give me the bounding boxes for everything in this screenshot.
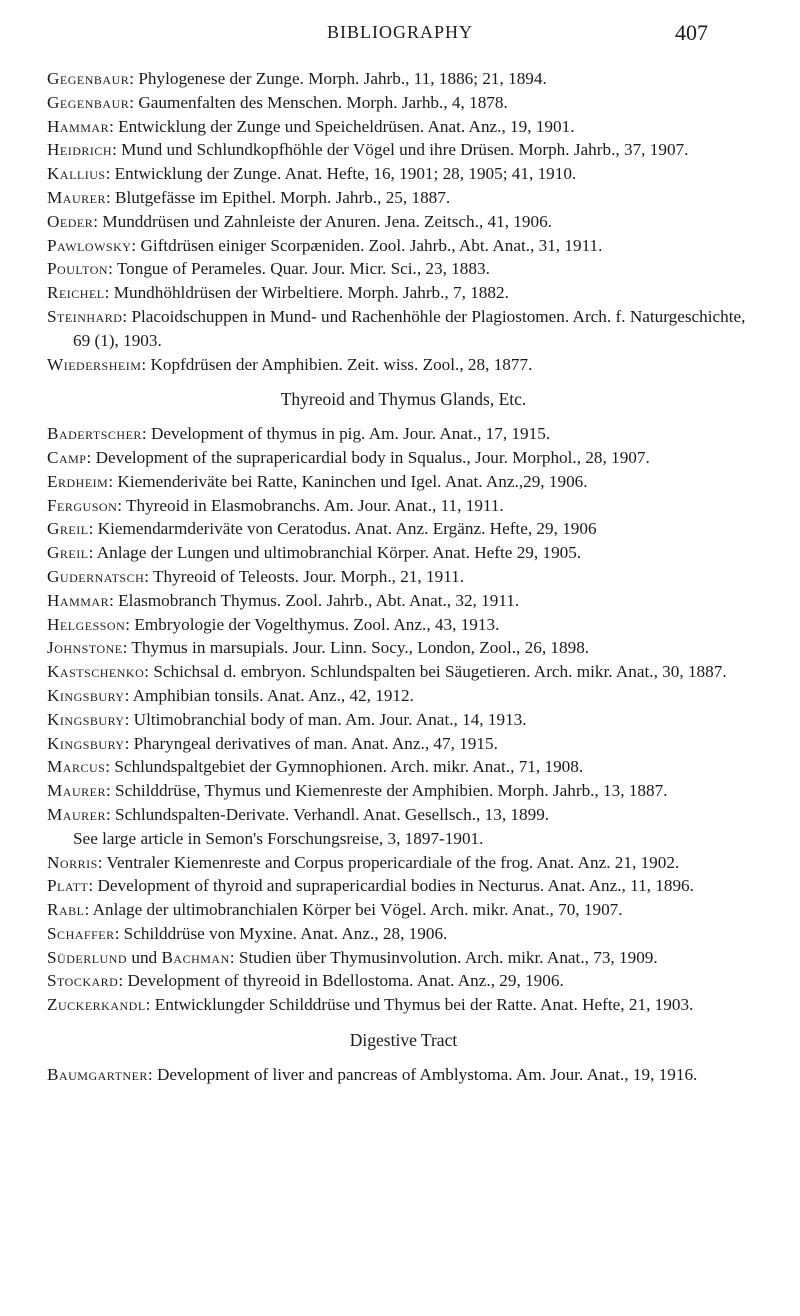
bib-entry: Greil: Anlage der Lungen und ultimobranchial Körper. Anat. Hefte 29, 1905.	[47, 543, 582, 563]
entry-author: Hammar	[47, 116, 110, 136]
entry-author: Süderlund	[47, 947, 128, 967]
entry-text: Mund und Schlundkopfhöhle der Vögel und ihre Drüsen. Morph. Jahrb., 37, 1907.	[121, 140, 689, 160]
entry-text: Development of thyreoid in Bdellostoma. Anat. Anz., 29, 1906.	[127, 971, 564, 991]
entry-text: Tongue of Perameles. Quar. Jour. Micr. Sci., 23, 1883.	[116, 259, 490, 279]
bib-entry: Norris: Ventraler Kiemenreste and Corpus propericardiale of the frog. Anat. Anz. 21, 1902.	[47, 852, 680, 872]
entry-text: Ventraler Kiemenreste and Corpus propericardiale of the frog. Anat. Anz. 21, 1902.	[106, 852, 680, 872]
entry-text: Amphibian tonsils. Anat. Anz., 42, 1912.	[132, 685, 414, 705]
entry-text: Schichsal d. embryon. Schlundspalten bei Säugetieren. Arch. mikr. Anat., 30, 1887.	[153, 662, 727, 682]
entry-author: Camp	[47, 447, 87, 467]
entry-text: Elasmobranch Thymus. Zool. Jahrb., Abt. Anat., 32, 1911.	[118, 590, 520, 610]
entry-author: Oeder	[47, 211, 94, 231]
bib-entry: Hammar: Elasmobranch Thymus. Zool. Jahrb., Abt. Anat., 32, 1911.	[47, 590, 520, 610]
entry-text: Thyreoid in Elasmobranchs. Am. Jour. Anat., 11, 1911.	[126, 495, 504, 515]
entry-text: Schilddrüse von Myxine. Anat. Anz., 28, 1906.	[123, 923, 448, 943]
entry-author: Schaffer	[47, 923, 115, 943]
section-heading-digestive: Digestive Tract	[349, 1030, 458, 1051]
bib-entry: Oeder: Munddrüsen und Zahnleiste der Anuren. Jena. Zeitsch., 41, 1906.	[47, 211, 552, 231]
entry-text: Kiemenderiväte bei Ratte, Kaninchen und Igel. Anat. Anz.,29, 1906.	[117, 471, 588, 491]
entry-author: Helgesson	[47, 614, 126, 634]
entry-author: Greil	[47, 519, 89, 539]
bib-entry: Kastschenko: Schichsal d. embryon. Schlundspalten bei Säugetieren. Arch. mikr. Anat., 30, 1887.	[47, 662, 727, 682]
entry-text: Thymus in marsupials. Jour. Linn. Socy., London, Zool., 26, 1898.	[131, 638, 590, 658]
entry-text: Development of thymus in pig. Am. Jour. Anat., 17, 1915.	[151, 424, 551, 444]
entry-author: Stockard	[47, 971, 119, 991]
entry-author: Bachman	[161, 947, 230, 967]
digestive-tract-list	[47, 1063, 760, 1087]
entry-author: Heidrich	[47, 140, 113, 160]
entry-text: Entwicklungder Schilddrüse und Thymus bei der Ratte. Anat. Hefte, 21, 1903.	[154, 995, 694, 1015]
entry-text: Phylogenese der Zunge. Morph. Jahrb., 11, 1886; 21, 1894.	[138, 69, 547, 88]
entry-text: Development of liver and pancreas of Amblystoma. Am. Jour. Anat., 19, 1916.	[157, 1064, 698, 1084]
bib-entry: Rabl: Anlage der ultimobranchialen Körper bei Vögel. Arch. mikr. Anat., 70, 1907.	[47, 900, 623, 920]
tongue-glands-list	[47, 67, 760, 376]
bibliography-content	[47, 67, 760, 1087]
bib-entry: Schaffer: Schilddrüse von Myxine. Anat. Anz., 28, 1906.	[47, 923, 448, 943]
bib-entry: Kingsbury: Pharyngeal derivatives of man. Anat. Anz., 47, 1915.	[47, 733, 498, 753]
entry-text: Gaumenfalten des Menschen. Morph. Jarhb., 4, 1878.	[138, 92, 508, 112]
entry-text: Anlage der Lungen und ultimobranchial Körper. Anat. Hefte 29, 1905.	[96, 543, 582, 563]
entry-author: Poulton	[47, 259, 109, 279]
entry-text: Anlage der ultimobranchialen Körper bei Vögel. Arch. mikr. Anat., 70, 1907.	[92, 900, 623, 920]
bib-entry: Gudernatsch: Thyreoid of Teleosts. Jour. Morph., 21, 1911.	[47, 566, 465, 586]
entry-author: Norris	[47, 852, 98, 872]
entry-text: Ultimobranchial body of man. Am. Jour. Anat., 14, 1913.	[133, 709, 527, 729]
entry-author: Marcus	[47, 757, 106, 777]
bib-entry: Gegenbaur: Gaumenfalten des Menschen. Morph. Jarhb., 4, 1878.	[47, 92, 508, 112]
page-number: 407	[675, 20, 708, 45]
entry-author: Kingsbury	[47, 709, 125, 729]
bib-entry: Camp: Development of the suprapericardial body in Squalus., Jour. Morphol., 28, 1907.	[47, 447, 650, 467]
bib-entry: Ferguson: Thyreoid in Elasmobranchs. Am. Jour. Anat., 11, 1911.	[47, 495, 504, 515]
bib-entry: Stockard: Development of thyreoid in Bdellostoma. Anat. Anz., 29, 1906.	[47, 971, 564, 991]
entry-author: Wiedersheim	[47, 354, 142, 374]
entry-author: Zuckerkandl	[47, 995, 146, 1015]
entry-author: Gegenbaur	[47, 92, 130, 112]
entry-author: Johnstone	[47, 638, 123, 658]
running-head: BIBLIOGRAPHY	[326, 22, 473, 42]
entry-text: Kopfdrüsen der Amphibien. Zeit. wiss. Zool., 28, 1877.	[150, 354, 533, 374]
entry-text: Entwicklung der Zunge. Anat. Hefte, 16, 1901; 28, 1905; 41, 1910.	[114, 164, 577, 184]
bib-entry: Reichel: Mundhöhldrüsen der Wirbeltiere. Morph. Jahrb., 7, 1882.	[47, 283, 509, 303]
bib-entry: Maurer: Blutgefässe im Epithel. Morph. Jahrb., 25, 1887.	[47, 187, 451, 207]
entry-text: Studien über Thymusinvolution. Arch. mikr. Anat., 73, 1909.	[238, 947, 658, 967]
entry-author: Gudernatsch	[47, 566, 145, 586]
entry-text: Placoidschuppen in Mund- und Rachenhöhle der Plagiostomen. Arch. f. Naturgeschichte, 69 (1), 1903.	[73, 306, 746, 350]
bib-entry: Gegenbaur: Phylogenese der Zunge. Morph. Jahrb., 11, 1886; 21, 1894.	[47, 69, 547, 88]
page-header	[0, 20, 800, 48]
entry-text: Development of thyroid and suprapericardial bodies in Necturus. Anat. Anz., 11, 1896.	[97, 876, 694, 896]
entry-author: Rabl	[47, 900, 85, 920]
entry-text: Thyreoid of Teleosts. Jour. Morph., 21, 1911.	[153, 566, 465, 586]
entry-author: Maurer	[47, 187, 106, 207]
entry-text: Entwicklung der Zunge und Speicheldrüsen. Anat. Anz., 19, 1901.	[118, 116, 575, 136]
bib-entry: Marcus: Schlundspaltgebiet der Gymnophionen. Arch. mikr. Anat., 71, 1908.	[47, 757, 584, 777]
entry-author: Kingsbury	[47, 685, 125, 705]
entry-text: Kiemendarmderiväte von Ceratodus. Anat. Anz. Ergänz. Hefte, 29, 1906	[97, 519, 597, 539]
bib-entry: Kingsbury: Amphibian tonsils. Anat. Anz., 42, 1912.	[47, 685, 414, 705]
entry-text: Schlundspalten-Derivate. Verhandl. Anat. Gesellsch., 13, 1899.	[115, 804, 550, 824]
entry-text: Development of the suprapericardial body in Squalus., Jour. Morphol., 28, 1907.	[95, 447, 650, 467]
entry-author: Erdheim	[47, 471, 109, 491]
entry-text: Munddrüsen und Zahnleiste der Anuren. Jena. Zeitsch., 41, 1906.	[102, 211, 552, 231]
thyreoid-thymus-list	[47, 422, 760, 1017]
bib-entry: Süderlund und Bachman: Studien über Thymusinvolution. Arch. mikr. Anat., 73, 1909.	[47, 947, 658, 967]
entry-author: Platt	[47, 876, 89, 896]
bib-entry: Greil: Kiemendarmderiväte von Ceratodus. Anat. Anz. Ergänz. Hefte, 29, 1906	[47, 519, 597, 539]
entry-author: Ferguson	[47, 495, 118, 515]
bib-entry: Maurer: Schilddrüse, Thymus und Kiemenreste der Amphibien. Morph. Jahrb., 13, 1887.	[47, 781, 668, 801]
entry-author: Kingsbury	[47, 733, 125, 753]
entry-author: Baumgartner	[47, 1064, 148, 1084]
bib-entry: Maurer: Schlundspalten-Derivate. Verhandl. Anat. Gesellsch., 13, 1899.	[47, 804, 550, 824]
entry-text: Embryologie der Vogelthymus. Zool. Anz., 43, 1913.	[134, 614, 500, 634]
entry-author: Pawlowsky	[47, 235, 132, 255]
bib-note: See large article in Semon's Forschungsreise, 3, 1897-1901.	[73, 828, 484, 848]
bib-entry: Johnstone: Thymus in marsupials. Jour. Linn. Socy., London, Zool., 26, 1898.	[47, 638, 590, 658]
bib-entry: Heidrich: Mund und Schlundkopfhöhle der Vögel und ihre Drüsen. Morph. Jahrb., 37, 1907.	[47, 140, 689, 160]
bib-entry: Wiedersheim: Kopfdrüsen der Amphibien. Zeit. wiss. Zool., 28, 1877.	[47, 354, 533, 374]
entry-author: Gegenbaur	[47, 69, 130, 88]
entry-text: Schlundspaltgebiet der Gymnophionen. Arch. mikr. Anat., 71, 1908.	[114, 757, 584, 777]
bib-entry: Helgesson: Embryologie der Vogelthymus. Zool. Anz., 43, 1913.	[47, 614, 500, 634]
entry-author: Kastschenko	[47, 662, 145, 682]
bib-entry: Zuckerkandl: Entwicklungder Schilddrüse und Thymus bei der Ratte. Anat. Hefte, 21, 1903.	[47, 995, 694, 1015]
section-heading-thyreoid: Thyreoid and Thymus Glands, Etc.	[280, 389, 527, 410]
entry-text: Giftdrüsen einiger Scorpæniden. Zool. Jahrb., Abt. Anat., 31, 1911.	[140, 235, 603, 255]
bib-entry: Kingsbury: Ultimobranchial body of man. Am. Jour. Anat., 14, 1913.	[47, 709, 527, 729]
bib-entry: Kallius: Entwicklung der Zunge. Anat. Hefte, 16, 1901; 28, 1905; 41, 1910.	[47, 164, 577, 184]
entry-conjunction: und	[127, 947, 162, 967]
bib-entry: Hammar: Entwicklung der Zunge und Speicheldrüsen. Anat. Anz., 19, 1901.	[47, 116, 575, 136]
bib-entry: Erdheim: Kiemenderiväte bei Ratte, Kaninchen und Igel. Anat. Anz.,29, 1906.	[47, 471, 588, 491]
entry-text: Mundhöhldrüsen der Wirbeltiere. Morph. Jahrb., 7, 1882.	[113, 283, 509, 303]
entry-author: Steinhard	[47, 306, 123, 326]
bib-entry: Poulton: Tongue of Perameles. Quar. Jour. Micr. Sci., 23, 1883.	[47, 259, 490, 279]
bib-entry: Steinhard: Placoidschuppen in Mund- und Rachenhöhle der Plagiostomen. Arch. f. Naturgeschichte, 69 (1), 1903.	[47, 306, 746, 350]
entry-text: Schilddrüse, Thymus und Kiemenreste der Amphibien. Morph. Jahrb., 13, 1887.	[115, 781, 668, 801]
entry-text: Blutgefässe im Epithel. Morph. Jahrb., 25, 1887.	[115, 187, 451, 207]
entry-author: Maurer	[47, 804, 106, 824]
entry-author: Reichel	[47, 283, 105, 303]
entry-author: Greil	[47, 543, 89, 563]
entry-text: Pharyngeal derivatives of man. Anat. Anz., 47, 1915.	[133, 733, 498, 753]
entry-author: Kallius	[47, 164, 106, 184]
bib-entry: Platt: Development of thyroid and suprapericardial bodies in Necturus. Anat. Anz., 11, 1896.	[47, 876, 694, 896]
entry-author: Badertscher	[47, 424, 142, 444]
bib-entry: Pawlowsky: Giftdrüsen einiger Scorpæniden. Zool. Jahrb., Abt. Anat., 31, 1911.	[47, 235, 603, 255]
entry-author: Hammar	[47, 590, 110, 610]
entry-author: Maurer	[47, 781, 106, 801]
bib-entry: Baumgartner: Development of liver and pancreas of Amblystoma. Am. Jour. Anat., 19, 1916.	[47, 1064, 698, 1084]
bib-entry: Badertscher: Development of thymus in pig. Am. Jour. Anat., 17, 1915.	[47, 424, 551, 444]
